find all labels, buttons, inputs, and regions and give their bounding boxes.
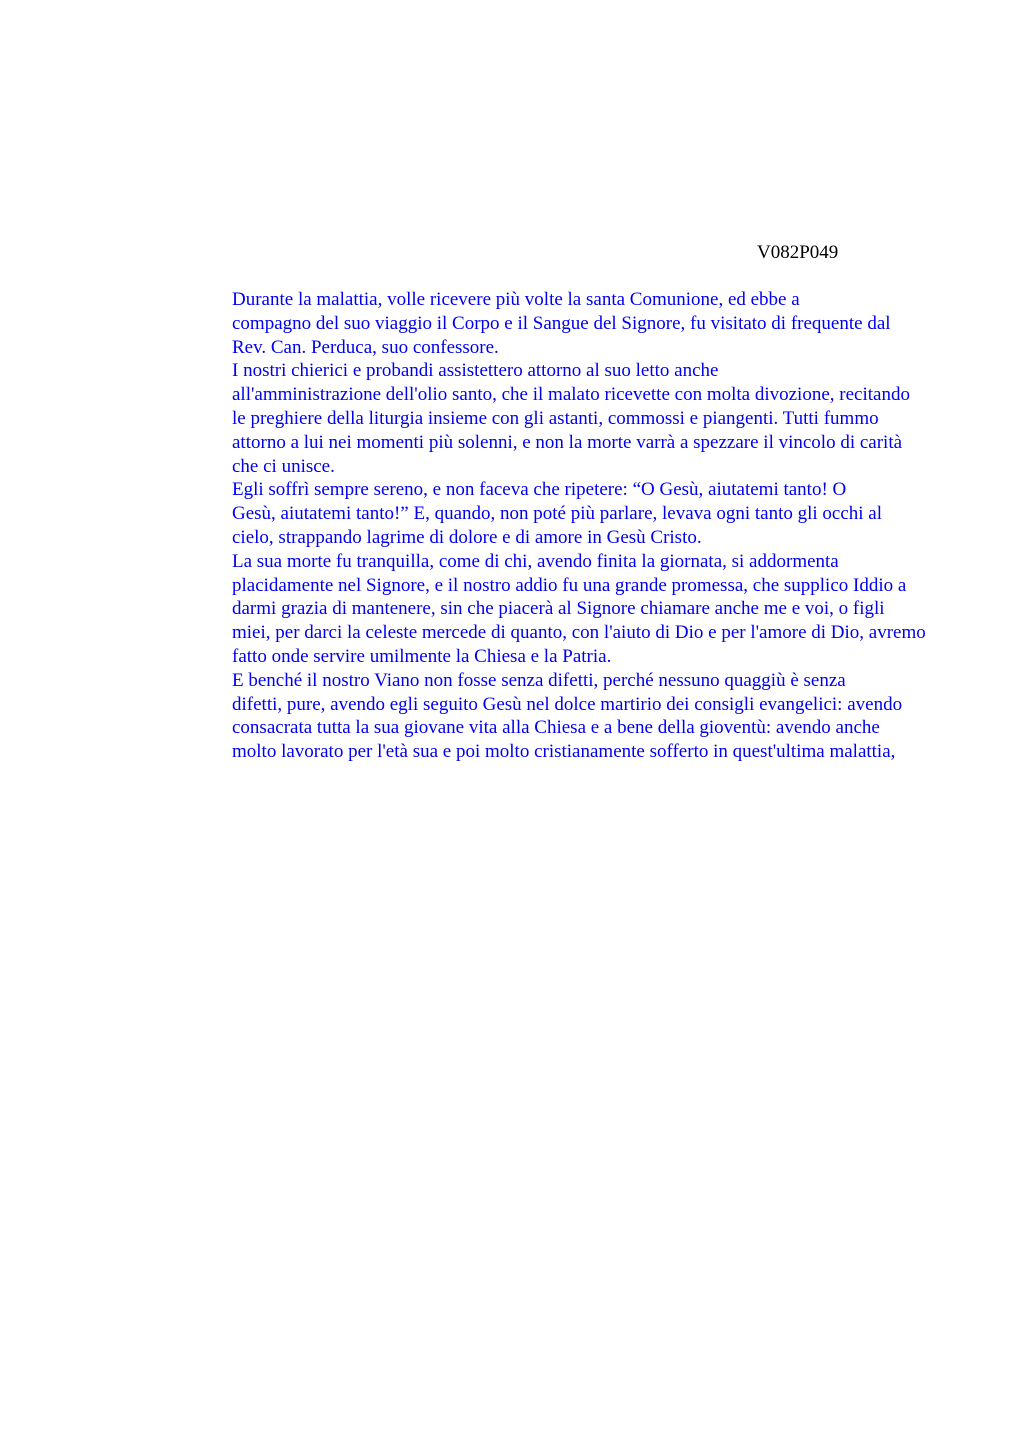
text-line: Egli soffrì sempre sereno, e non faceva che ripetere: “O Gesù, aiutatemi tanto! O: [232, 479, 847, 501]
text-line: I nostri chierici e probandi assistettero attorno al suo letto anche: [232, 360, 719, 382]
text-line: Rev. Can. Perduca, suo confessore.: [232, 336, 499, 358]
text-line: consacrata tutta la sua giovane vita alla Chiesa e a bene della gioventù: avendo anche: [232, 717, 880, 739]
text-line: cielo, strappando lagrime di dolore e di amore in Gesù Cristo.: [232, 526, 702, 548]
paragraph: [171, 478, 931, 549]
text-line: le preghiere della liturgia insieme con gli astanti, commossi e piangenti. Tutti fummo: [232, 407, 879, 429]
paragraph: [171, 550, 931, 669]
paragraph: [171, 669, 931, 764]
text-line: Gesù, aiutatemi tanto!” E, quando, non poté più parlare, levava ogni tanto gli occhi al: [232, 503, 883, 525]
text-line: miei, per darci la celeste mercede di quanto, con l'aiuto di Dio e per l'amore di Dio, avremo: [232, 622, 926, 644]
paragraph: [171, 359, 931, 478]
text-line: placidamente nel Signore, e il nostro addio fu una grande promessa, che supplico Iddio a: [232, 574, 907, 596]
body-text: [171, 288, 931, 764]
text-line: attorno a lui nei momenti più solenni, e non la morte varrà a spezzare il vincolo di carità: [232, 431, 903, 453]
text-line: fatto onde servire umilmente la Chiesa e la Patria.: [232, 645, 612, 667]
paragraph: [171, 288, 931, 359]
text-line: molto lavorato per l'età sua e poi molto cristianamente sofferto in quest'ultima malattia,: [232, 741, 896, 763]
text-line: Durante la malattia, volle ricevere più volte la santa Comunione, ed ebbe a: [232, 289, 800, 310]
text-line: compagno del suo viaggio il Corpo e il Sangue del Signore, fu visitato di frequente dal: [232, 312, 891, 334]
text-line: difetti, pure, avendo egli seguito Gesù nel dolce martirio dei consigli evangelici: avendo: [232, 693, 903, 715]
text-line: E benché il nostro Viano non fosse senza difetti, perché nessuno quaggiù è senza: [232, 669, 846, 691]
page-code: V082P049: [757, 242, 839, 263]
text-line: darmi grazia di mantenere, sin che piacerà al Signore chiamare anche me e voi, o figli: [232, 598, 885, 620]
text-line: che ci unisce.: [232, 455, 335, 477]
text-line: La sua morte fu tranquilla, come di chi, avendo finita la giornata, si addormenta: [232, 550, 839, 572]
text-line: all'amministrazione dell'olio santo, che il malato ricevette con molta divozione, recitando: [232, 384, 910, 406]
